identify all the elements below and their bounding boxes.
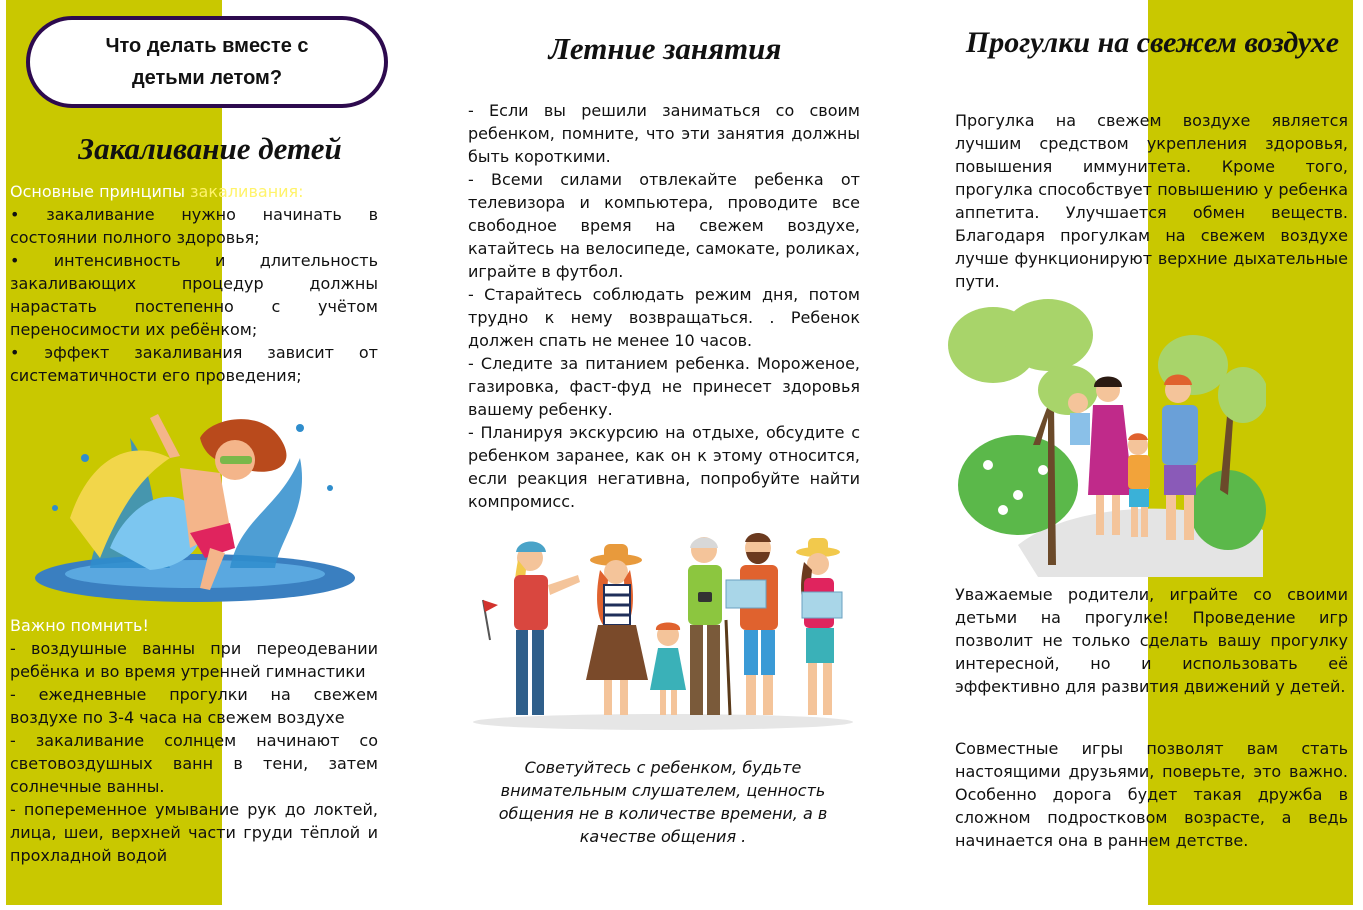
remember-item: - ежедневные прогулки на свежем воздухе по 3-4 часа на свежем воздухе <box>10 685 378 727</box>
hardening-heading: Закаливание детей <box>78 131 342 166</box>
remember-item: - попеременное умывание рук до локтей, лица, шеи, верхней части груди тёплой и прохладной водой <box>10 800 378 865</box>
summer-activities-heading: Летние занятия <box>548 31 782 66</box>
principle-item: • эффект закаливания зависит от систематичности его проведения; <box>10 343 378 385</box>
remember-title: Важно помнить! <box>10 616 149 635</box>
leaflet-title-pill <box>26 16 388 108</box>
principles-title-b: закаливания: <box>190 182 304 201</box>
advice-quote: Советуйтесь с ребенком, будьте внимательным слушателем, ценность общения не в количестве времени, а в качестве общения . <box>498 758 828 846</box>
family-walk-park-icon <box>948 295 1266 577</box>
principle-item: • закаливание нужно начинать в состоянии полного здоровья; <box>10 205 378 247</box>
walks-friendship-paragraph: Совместные игры позволят вам стать настоящими друзьями, поверьте, это важно. Особенно дорога будет такая дружба в сложном подростковом возрасте, а ведь начинается она в раннем детстве. <box>955 739 1348 850</box>
remember-list <box>10 614 378 867</box>
walks-intro: Прогулка на свежем воздухе является лучшим средством укрепления здоровья, повышения иммунитета. Кроме того, прогулка способствует повышению у ребенка аппетита. Улучшается обмен веществ. Благодаря прогулкам на свежем воздухе лучше функционируют верхние дыхательные пути. <box>955 111 1348 291</box>
principles-title-a: Основные принципы <box>10 182 185 201</box>
outdoor-walks-heading: Прогулки на свежем воздухе <box>965 26 1340 59</box>
remember-item: - закаливание солнцем начинают со световоздушных ванн в тени, затем солнечные ванны. <box>10 731 378 796</box>
activity-paragraph: - Следите за питанием ребенка. Мороженое, газировка, фаст-фуд не принесет здоровья вашему ребенку. <box>468 354 860 419</box>
principle-item: • интенсивность и длительность закаливающих процедур должны нарастать постепенно с учётом переносимости их ребёнком; <box>10 251 378 339</box>
activity-paragraph: - Всеми силами отвлекайте ребенка от телевизора и компьютера, проводите все свободное время на свежем воздухе, катайтесь на велосипеде, самокате, роликах, играйте в футбол. <box>468 170 860 281</box>
principles-title <box>10 180 378 203</box>
activity-paragraph: - Старайтесь соблюдать режим дня, потом трудно к нему возвращаться. . Ребенок должен спать не менее 10 часов. <box>468 285 860 350</box>
activity-paragraph: - Планируя экскурсию на отдыхе, обсудите с ребенком заранее, как он к этому относится, если реакция негативна, попробуйте найти компромисс. <box>468 423 860 511</box>
summer-activities-text <box>468 99 860 513</box>
leaflet-title: Что делать вместе с детьми летом? <box>105 35 309 89</box>
remember-item: - воздушные ванны при переодевании ребёнка и во время утренней гимнастики <box>10 639 378 681</box>
splashing-child-icon <box>30 398 360 608</box>
family-travel-group-icon <box>468 530 858 740</box>
activity-paragraph: - Если вы решили заниматься со своим ребенком, помните, что эти занятия должны быть короткими. <box>468 101 860 166</box>
hardening-principles <box>10 180 378 387</box>
walks-games-paragraph: Уважаемые родители, играйте со своими детьми на прогулке! Проведение игр позволит не только сделать вашу прогулку интересной, но и использовать её эффективно для развития движений у детей. <box>955 585 1348 696</box>
